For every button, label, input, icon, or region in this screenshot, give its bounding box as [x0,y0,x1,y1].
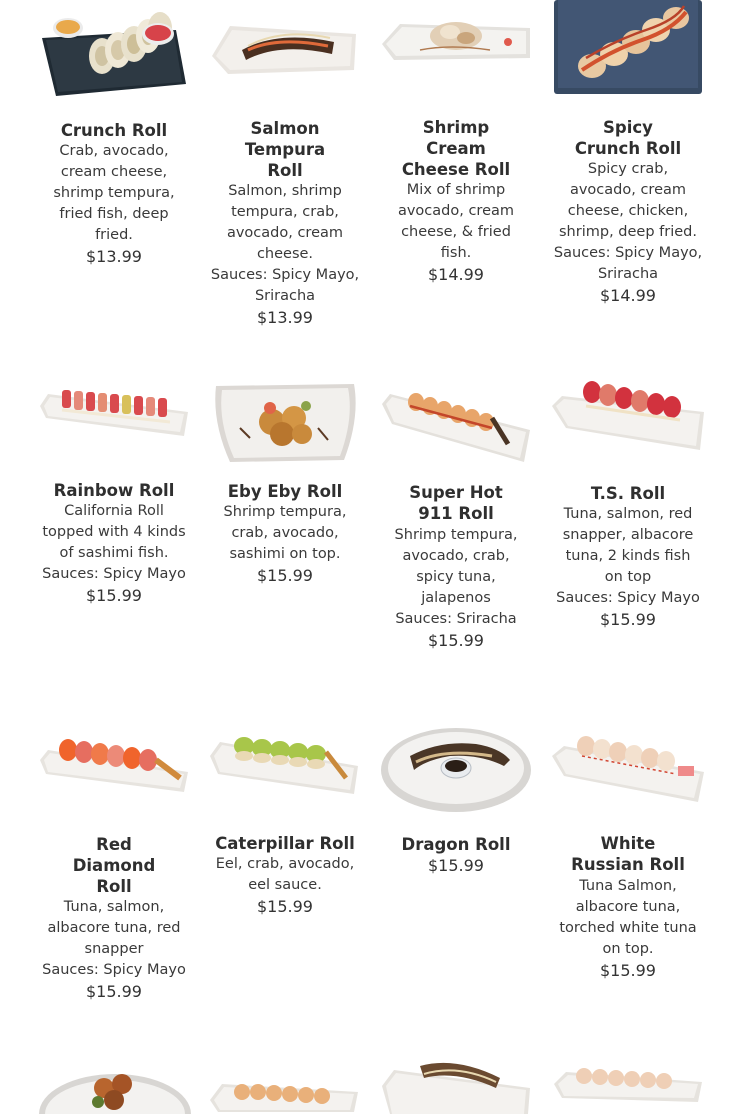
item-description-line: Sauces: Spicy Mayo, [553,245,703,261]
item-description-line: California Roll [64,503,164,519]
item-price: $15.99 [257,897,313,916]
item-description-line: avocado, cream [226,225,344,241]
item-description-line: Sauces: Spicy Mayo [556,590,700,606]
item-description-line: cream cheese, [60,164,168,180]
item-description-line: Sauces: Sriracha [395,611,517,627]
item-description-line: Shrimp tempura, [394,527,518,543]
menu-item-crunch-roll[interactable] [28,120,200,267]
item-name: Shrimp Cream Cheese Roll [401,118,511,179]
item-name: White Russian Roll [571,834,685,874]
red-diamond-roll-photo [38,728,190,794]
item-name: Salmon Tempura Roll [244,119,326,180]
super-hot-911-roll-photo [380,382,532,466]
menu-item-white-russian-roll[interactable] [542,833,714,981]
menu-item-salmon-tempura-roll[interactable] [199,118,371,328]
item-description-line: cheese, chicken, [567,203,689,219]
item-name: Crunch Roll [60,121,168,140]
item-description-line: Sauces: Spicy Mayo [42,566,186,582]
roll-photo-13 [38,1062,192,1114]
item-description-line: Mix of shrimp [406,182,506,198]
item-name: Dragon Roll [401,835,511,854]
item-name: Red Diamond Roll [72,835,156,896]
item-name: Super Hot 911 Roll [409,483,503,523]
item-price: $15.99 [600,961,656,980]
item-description-line: spicy tuna, [416,569,496,585]
item-description-line: Shrimp tempura, [223,504,347,520]
item-description-line: avocado, cream [569,182,687,198]
item-price: $15.99 [428,856,484,875]
item-price: $13.99 [86,247,142,266]
roll-photo-14 [208,1070,360,1114]
salmon-tempura-roll-photo [208,20,360,80]
rainbow-roll-photo [38,382,190,440]
item-price: $15.99 [86,982,142,1001]
item-description-line: Sriracha [254,288,316,304]
roll-photo-16 [552,1058,704,1106]
item-price: $15.99 [86,586,142,605]
item-name: Rainbow Roll [53,481,175,500]
item-description-line: cheese, & fried [401,224,511,240]
item-description-line: on top. [602,941,654,957]
item-description-line: shrimp tempura, [53,185,175,201]
item-description-line: Sauces: Spicy Mayo, [210,267,360,283]
item-description-line: tempura, crab, [231,204,339,220]
item-description-line: on top [604,569,652,585]
item-name: T.S. Roll [590,484,666,503]
item-description-line: sashimi on top. [229,546,341,562]
item-description-line: Sriracha [597,266,659,282]
item-description-line: crab, avocado, [231,525,339,541]
dragon-roll-photo [380,726,532,814]
ts-roll-photo [552,376,704,456]
menu-item-dragon-roll[interactable] [370,834,542,876]
item-price: $15.99 [257,566,313,585]
white-russian-roll-photo [552,726,704,804]
menu-item-super-hot-911-roll[interactable] [370,482,542,651]
item-description-line: snapper [84,941,144,957]
item-price: $14.99 [600,286,656,305]
crunch-roll-photo [38,4,190,98]
item-description-line: avocado, crab, [402,548,510,564]
item-description-line: Tuna Salmon, [579,878,677,894]
item-price: $15.99 [428,631,484,650]
item-description-line: avocado, cream [397,203,515,219]
spicy-crunch-roll-photo [552,0,704,96]
menu-item-red-diamond-roll[interactable] [28,834,200,1002]
item-description-line: eel sauce. [248,877,322,893]
item-description-line: shrimp, deep fried. [559,224,697,240]
menu-item-spicy-crunch-roll[interactable] [542,117,714,306]
item-description-line: tuna, 2 kinds fish [565,548,691,564]
item-description-line: torched white tuna [559,920,697,936]
item-description-line: fried. [95,227,133,243]
item-name: Eby Eby Roll [227,482,343,501]
menu-item-ts-roll[interactable] [542,483,714,630]
item-description-line: Crab, avocado, [59,143,169,159]
menu-item-rainbow-roll[interactable] [28,480,200,606]
item-name: Caterpillar Roll [215,834,355,853]
item-description-line: topped with 4 kinds [42,524,186,540]
menu-item-caterpillar-roll[interactable] [199,833,371,917]
item-price: $15.99 [600,610,656,629]
item-description-line: of sashimi fish. [59,545,169,561]
roll-photo-15 [380,1052,532,1114]
item-price: $14.99 [428,265,484,284]
item-description-line: Tuna, salmon, [63,899,165,915]
item-name: Spicy Crunch Roll [574,118,682,158]
item-description-line: jalapenos [421,590,491,606]
item-description-line: albacore tuna, [575,899,681,915]
shrimp-cream-cheese-roll-photo [380,14,532,66]
item-description-line: albacore tuna, red [47,920,181,936]
item-description-line: fried fish, deep [59,206,169,222]
item-description-line: Spicy crab, [587,161,669,177]
item-description-line: Tuna, salmon, red [563,506,693,522]
item-description-line: snapper, albacore [562,527,694,543]
item-description-line: fish. [440,245,472,261]
caterpillar-roll-photo [208,722,360,798]
item-description-line: Salmon, shrimp [228,183,342,199]
item-description-line: Eel, crab, avocado, [215,856,355,872]
eby-eby-roll-photo [210,378,360,466]
menu-item-eby-eby-roll[interactable] [199,481,371,586]
item-description-line: Sauces: Spicy Mayo [42,962,186,978]
item-price: $13.99 [257,308,313,327]
item-description-line: cheese. [256,246,314,262]
menu-item-shrimp-cream-cheese-roll[interactable] [370,117,542,285]
